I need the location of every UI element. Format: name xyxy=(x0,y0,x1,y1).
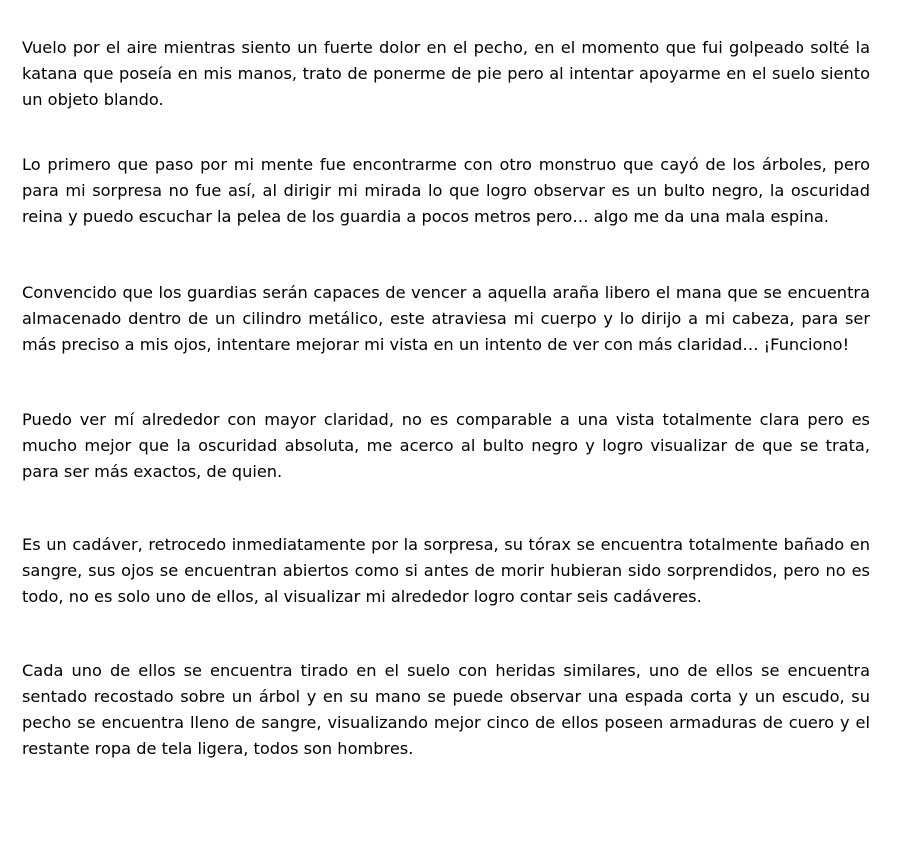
paragraph-2: Lo primero que paso por mi mente fue encontrarme con otro monstruo que cayó de los árboles, pero para mi sorpresa no fue así, al dirigir mi mirada lo que logro observar es un bulto negro, la oscuridad reina y puedo escuchar la pelea de los guardia a pocos metros pero… algo me da una mala espina. xyxy=(22,155,870,226)
paragraph-3: Convencido que los guardias serán capaces de vencer a aquella araña libero el mana que se encuentra almacenado dentro de un cilindro metálico, este atraviesa mi cuerpo y lo dirijo a mi cabeza, para ser más preciso a mis ojos, intentare mejorar mi vista en un intento de ver con más claridad… ¡Funciono! xyxy=(22,283,870,354)
paragraph-4: Puedo ver mí alrededor con mayor claridad, no es comparable a una vista totalmente clara pero es mucho mejor que la oscuridad absoluta, me acerco al bulto negro y logro visualizar de que se trata, para ser más exactos, de quien. xyxy=(22,410,870,481)
paragraph-5: Es un cadáver, retrocedo inmediatamente por la sorpresa, su tórax se encuentra totalmente bañado en sangre, sus ojos se encuentran abiertos como si antes de morir hubieran sido sorprendidos, pero no es todo, no es solo uno de ellos, al visualizar mi alrededor logro contar seis cadáveres. xyxy=(22,535,870,606)
paragraph-1: Vuelo por el aire mientras siento un fuerte dolor en el pecho, en el momento que fui golpeado solté la katana que poseía en mis manos, trato de ponerme de pie pero al intentar apoyarme en el suelo siento un objeto blando. xyxy=(22,38,870,109)
paragraph-6: Cada uno de ellos se encuentra tirado en el suelo con heridas similares, uno de ellos se encuentra sentado recostado sobre un árbol y en su mano se puede observar una espada corta y un escudo, su pecho se encuentra lleno de sangre, visualizando mejor cinco de ellos poseen armaduras de cuero y el restante ropa de tela ligera, todos son hombres. xyxy=(22,661,870,758)
